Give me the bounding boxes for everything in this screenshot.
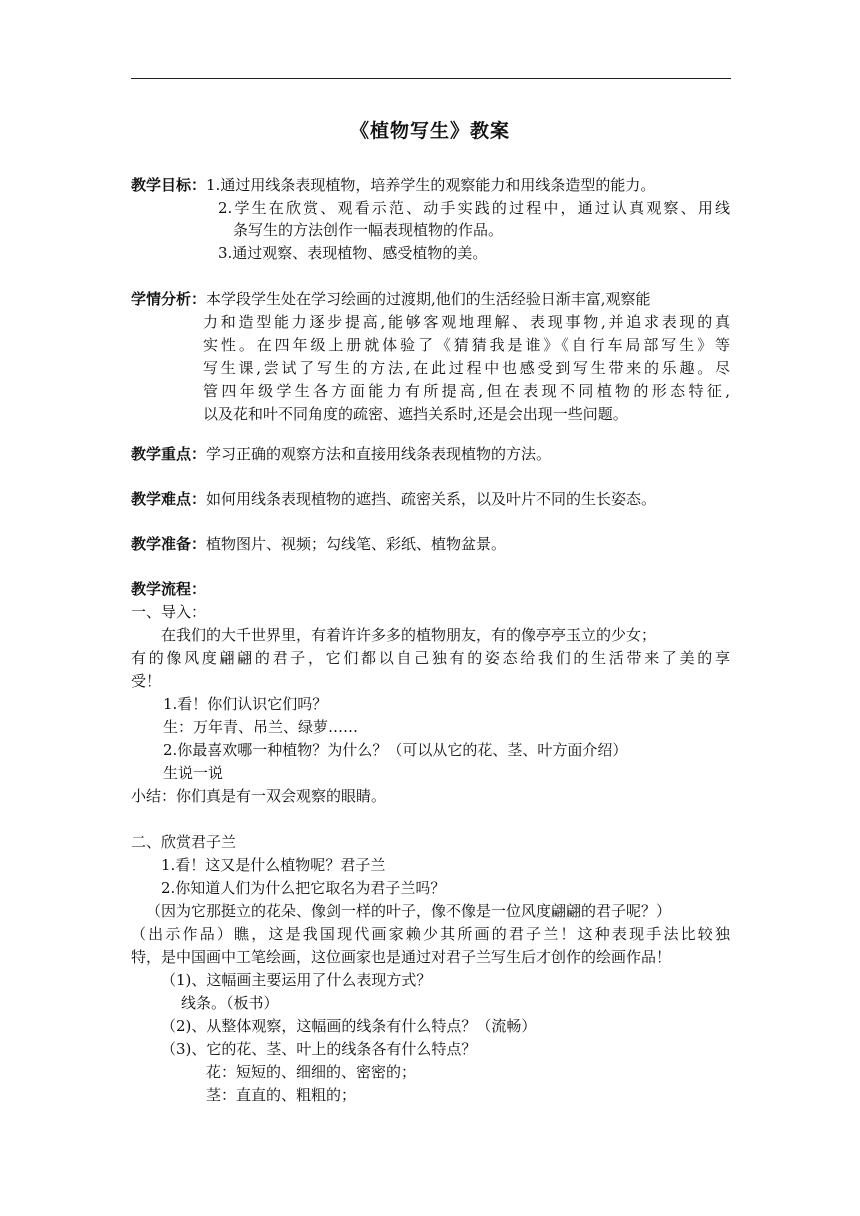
process-line: （因为它那挺立的花朵、像剑一样的叶子，像不像是一位风度翩翩的君子呢？） — [146, 902, 672, 920]
process-line: （3)、它的花、茎、叶上的线条各有什么特点？ — [161, 1040, 477, 1058]
process-line: 茎：直直的、粗粗的； — [206, 1086, 357, 1104]
preparation-label: 教学准备： — [131, 535, 207, 553]
key-points — [131, 443, 551, 466]
process-line: 受！ — [131, 672, 162, 690]
process-line: 花：短短的、细细的、密密的； — [206, 1063, 417, 1081]
goals-item: 条写生的方法创作一幅表现植物的作品。 — [233, 221, 504, 239]
process-line: （1)、这幅画主要运用了什么表现方式？ — [161, 971, 432, 989]
process-line: 小结：你们真是有一双会观察的眼睛。 — [131, 787, 387, 805]
process-line: 生：万年青、吊兰、绿萝…… — [163, 718, 359, 736]
difficulties-text: 如何用线条表现植物的遮挡、疏密关系，以及叶片不同的生长姿态。 — [206, 490, 657, 508]
difficulties-label: 教学难点： — [131, 490, 207, 508]
analysis-label: 学情分析： — [131, 290, 207, 308]
document-title: 《植物写生》教案 — [349, 120, 510, 142]
process-line: 线条。（板书） — [181, 994, 279, 1012]
goals-line-1 — [131, 174, 655, 197]
preparation-text: 植物图片、视频；勾线笔、彩纸、植物盆景。 — [206, 535, 507, 553]
analysis-line: 本学段学生处在学习绘画的过渡期,他们的生活经验日渐丰富,观察能 — [206, 290, 651, 308]
analysis-line-1 — [131, 288, 651, 311]
analysis-line: 写生课,尝试了写生的方法,在此过程中也感受到写生带来的乐趣。尽 — [203, 359, 730, 377]
key-points-label: 教学重点： — [131, 445, 207, 463]
process-line: 特，是中国画中工笔绘画，这位画家也是通过对君子兰写生后才创作的绘画作品！ — [131, 948, 672, 966]
process-line: 2.你知道人们为什么把它取名为君子兰吗？ — [161, 879, 446, 897]
section-heading: 二、欣赏君子兰 — [131, 833, 237, 851]
analysis-line: 力和造型能力逐步提高,能够客观地理解、表现事物,并追求表现的真 — [203, 313, 730, 331]
process-line: （出示作品）瞧，这是我国现代画家赖少其所画的君子兰！这种表现手法比较独 — [131, 925, 730, 943]
goals-item: 2.学生在欣赏、观看示范、动手实践的过程中，通过认真观察、用线 — [218, 199, 730, 217]
section-heading: 一、导入： — [131, 603, 207, 621]
analysis-line: 实性。在四年级上册就体验了《猜猜我是谁》《自行车局部写生》等 — [203, 336, 730, 354]
process-line: 生说一说 — [163, 764, 224, 782]
process-line: 1.看！这又是什么植物呢？君子兰 — [161, 856, 386, 874]
analysis-line: 以及花和叶不同角度的疏密、遮挡关系时,还是会出现一些问题。 — [203, 405, 628, 423]
goals-label: 教学目标： — [131, 176, 207, 194]
header-rule — [131, 78, 731, 79]
difficulties — [131, 488, 656, 511]
process-line: 有的像风度翩翩的君子，它们都以自己独有的姿态给我们的生活带来了美的享 — [131, 649, 730, 667]
process-label: 教学流程： — [131, 580, 207, 598]
process-line: 2.你最喜欢哪一种植物？为什么？（可以从它的花、茎、叶方面介绍） — [163, 741, 628, 759]
goals-item: 1.通过用线条表现植物，培养学生的观察能力和用线条造型的能力。 — [206, 176, 656, 194]
preparation — [131, 533, 506, 556]
process-line: （2)、从整体观察，这幅画的线条有什么特点？（流畅） — [161, 1017, 537, 1035]
goals-item: 3.通过观察、表现植物、感受植物的美。 — [218, 244, 488, 262]
key-points-text: 学习正确的观察方法和直接用线条表现植物的方法。 — [206, 445, 552, 463]
analysis-line: 管四年级学生各方面能力有所提高,但在表现不同植物的形态特征, — [203, 382, 730, 400]
process-line: 在我们的大千世界里，有着许许多多的植物朋友，有的像亭亭玉立的少女； — [161, 626, 657, 644]
process-line: 1.看！你们认识它们吗？ — [163, 695, 328, 713]
